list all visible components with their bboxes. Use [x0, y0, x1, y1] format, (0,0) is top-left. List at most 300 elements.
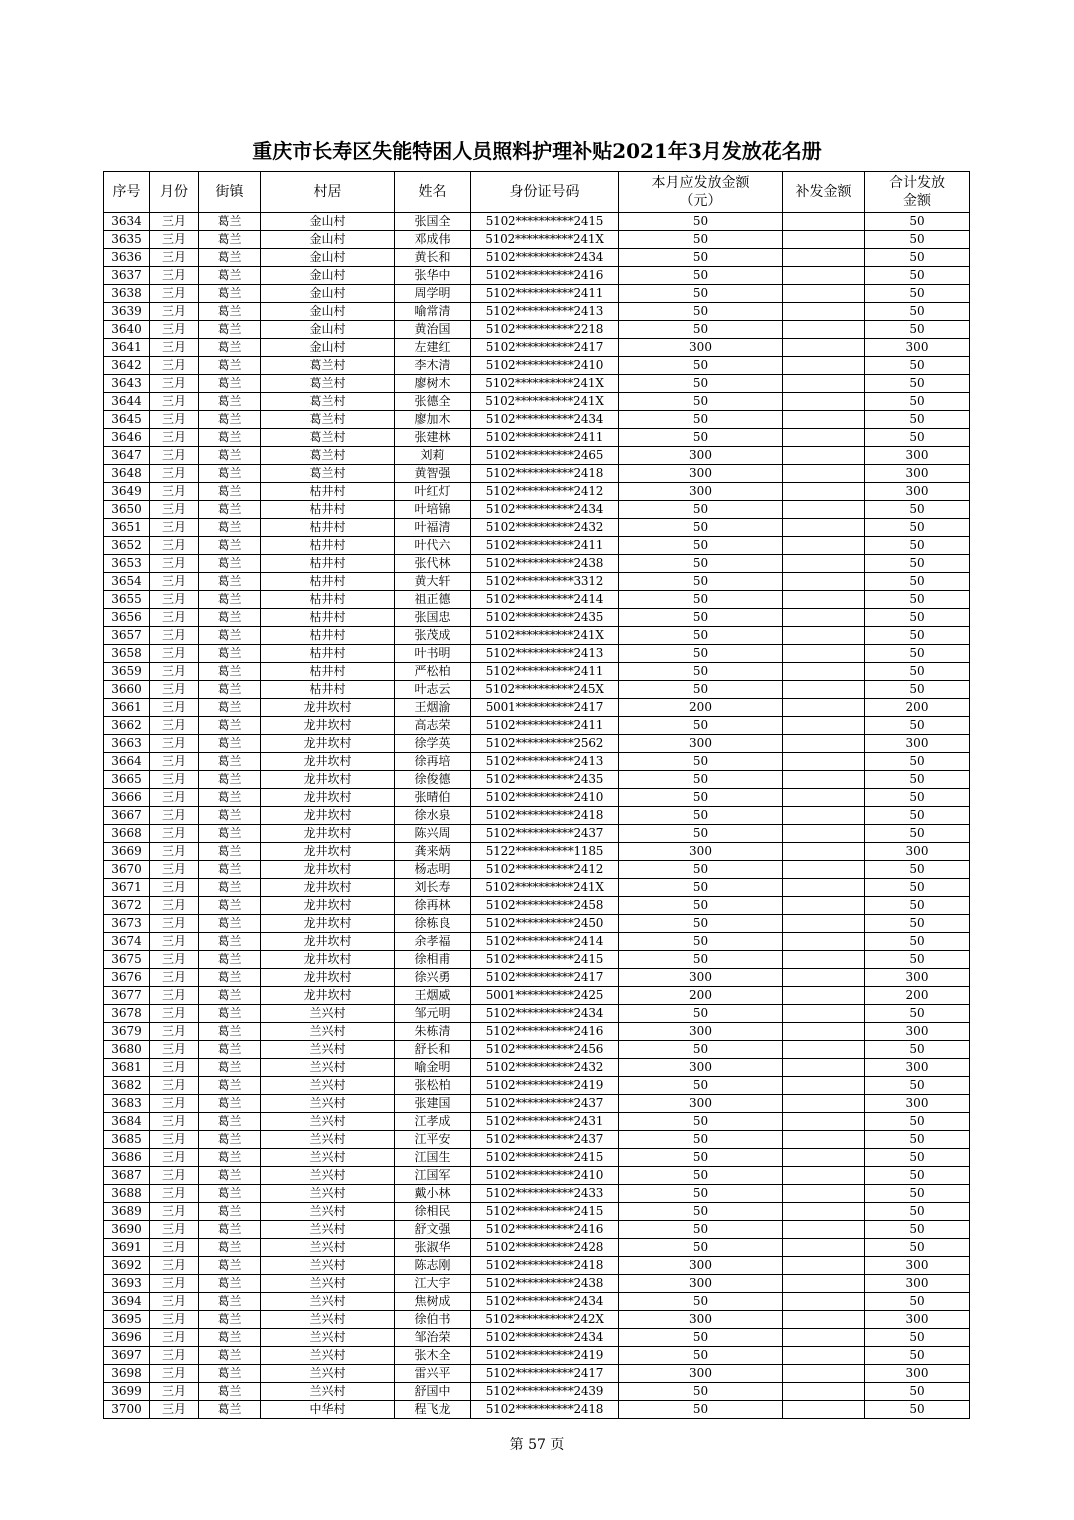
cell-supplement: [783, 1077, 865, 1095]
cell-total: 50: [865, 789, 970, 807]
cell-village: 龙井坎村: [261, 789, 395, 807]
cell-month: 三月: [150, 1059, 199, 1077]
cell-town: 葛兰: [199, 1203, 261, 1221]
cell-month: 三月: [150, 933, 199, 951]
cell-amount: 300: [619, 465, 783, 483]
table-row: [104, 1293, 970, 1311]
cell-supplement: [783, 393, 865, 411]
cell-id-number: 5102**********2450: [471, 915, 619, 933]
header-village: 村居: [261, 172, 395, 213]
cell-seq: 3649: [104, 483, 150, 501]
table-row: [104, 555, 970, 573]
table-row: [104, 303, 970, 321]
cell-month: 三月: [150, 357, 199, 375]
cell-amount: 50: [619, 1329, 783, 1347]
cell-name: 江国军: [395, 1167, 471, 1185]
cell-town: 葛兰: [199, 1329, 261, 1347]
cell-seq: 3690: [104, 1221, 150, 1239]
cell-seq: 3643: [104, 375, 150, 393]
cell-name: 江大宇: [395, 1275, 471, 1293]
table-row: [104, 681, 970, 699]
cell-name: 高志荣: [395, 717, 471, 735]
table-row: [104, 789, 970, 807]
cell-name: 廖树木: [395, 375, 471, 393]
cell-id-number: 5102**********2218: [471, 321, 619, 339]
cell-month: 三月: [150, 1113, 199, 1131]
cell-name: 李木清: [395, 357, 471, 375]
cell-supplement: [783, 645, 865, 663]
cell-supplement: [783, 375, 865, 393]
cell-village: 兰兴村: [261, 1329, 395, 1347]
cell-amount: 50: [619, 1221, 783, 1239]
table-row: [104, 393, 970, 411]
cell-name: 张建国: [395, 1095, 471, 1113]
cell-month: 三月: [150, 429, 199, 447]
table-row: [104, 1059, 970, 1077]
cell-supplement: [783, 915, 865, 933]
table-row: [104, 483, 970, 501]
cell-supplement: [783, 699, 865, 717]
cell-total: 50: [865, 609, 970, 627]
table-row: [104, 807, 970, 825]
cell-id-number: 5102**********2416: [471, 267, 619, 285]
table-row: [104, 1023, 970, 1041]
cell-village: 葛兰村: [261, 429, 395, 447]
cell-month: 三月: [150, 969, 199, 987]
cell-seq: 3657: [104, 627, 150, 645]
cell-supplement: [783, 987, 865, 1005]
cell-village: 兰兴村: [261, 1203, 395, 1221]
cell-seq: 3687: [104, 1167, 150, 1185]
cell-amount: 50: [619, 213, 783, 231]
cell-name: 邓成伟: [395, 231, 471, 249]
cell-seq: 3640: [104, 321, 150, 339]
cell-supplement: [783, 357, 865, 375]
cell-id-number: 5102**********2418: [471, 1257, 619, 1275]
cell-village: 枯井村: [261, 609, 395, 627]
cell-month: 三月: [150, 483, 199, 501]
cell-supplement: [783, 267, 865, 285]
cell-town: 葛兰: [199, 1275, 261, 1293]
cell-id-number: 5102**********2415: [471, 213, 619, 231]
cell-village: 金山村: [261, 303, 395, 321]
cell-supplement: [783, 1149, 865, 1167]
cell-amount: 50: [619, 267, 783, 285]
cell-amount: 50: [619, 519, 783, 537]
cell-seq: 3677: [104, 987, 150, 1005]
cell-id-number: 5102**********2417: [471, 339, 619, 357]
cell-town: 葛兰: [199, 1383, 261, 1401]
cell-seq: 3698: [104, 1365, 150, 1383]
cell-total: 300: [865, 1257, 970, 1275]
table-row: [104, 717, 970, 735]
cell-amount: 50: [619, 1203, 783, 1221]
table-row: [104, 1275, 970, 1293]
cell-amount: 300: [619, 1059, 783, 1077]
cell-month: 三月: [150, 861, 199, 879]
cell-total: 50: [865, 951, 970, 969]
cell-seq: 3667: [104, 807, 150, 825]
table-row: [104, 1383, 970, 1401]
table-row: [104, 465, 970, 483]
cell-id-number: 5102**********2435: [471, 609, 619, 627]
cell-name: 余孝福: [395, 933, 471, 951]
cell-seq: 3642: [104, 357, 150, 375]
cell-amount: 300: [619, 1365, 783, 1383]
cell-name: 舒国中: [395, 1383, 471, 1401]
cell-total: 50: [865, 231, 970, 249]
cell-town: 葛兰: [199, 303, 261, 321]
cell-total: 50: [865, 1239, 970, 1257]
cell-supplement: [783, 447, 865, 465]
cell-supplement: [783, 627, 865, 645]
cell-name: 张茂成: [395, 627, 471, 645]
cell-supplement: [783, 411, 865, 429]
cell-total: 50: [865, 1005, 970, 1023]
cell-seq: 3661: [104, 699, 150, 717]
cell-supplement: [783, 1257, 865, 1275]
cell-name: 江孝成: [395, 1113, 471, 1131]
cell-month: 三月: [150, 303, 199, 321]
cell-supplement: [783, 609, 865, 627]
cell-id-number: 5102**********2415: [471, 1203, 619, 1221]
cell-town: 葛兰: [199, 969, 261, 987]
cell-supplement: [783, 231, 865, 249]
cell-amount: 50: [619, 375, 783, 393]
cell-town: 葛兰: [199, 213, 261, 231]
cell-name: 徐水泉: [395, 807, 471, 825]
cell-seq: 3666: [104, 789, 150, 807]
cell-supplement: [783, 1059, 865, 1077]
cell-id-number: 5102**********2410: [471, 789, 619, 807]
cell-seq: 3646: [104, 429, 150, 447]
cell-total: 50: [865, 807, 970, 825]
cell-seq: 3655: [104, 591, 150, 609]
cell-seq: 3676: [104, 969, 150, 987]
cell-seq: 3664: [104, 753, 150, 771]
cell-supplement: [783, 1221, 865, 1239]
cell-id-number: 5102**********2416: [471, 1023, 619, 1041]
cell-month: 三月: [150, 879, 199, 897]
cell-name: 徐相甫: [395, 951, 471, 969]
cell-month: 三月: [150, 1041, 199, 1059]
cell-month: 三月: [150, 555, 199, 573]
cell-name: 廖加木: [395, 411, 471, 429]
cell-amount: 50: [619, 933, 783, 951]
cell-town: 葛兰: [199, 1185, 261, 1203]
cell-total: 50: [865, 1077, 970, 1095]
table-row: [104, 1113, 970, 1131]
cell-amount: 50: [619, 537, 783, 555]
cell-id-number: 5102**********2433: [471, 1185, 619, 1203]
cell-name: 叶代六: [395, 537, 471, 555]
cell-amount: 50: [619, 717, 783, 735]
subsidy-register-table: [103, 171, 970, 1419]
table-row: [104, 753, 970, 771]
cell-town: 葛兰: [199, 1077, 261, 1095]
cell-name: 叶培锦: [395, 501, 471, 519]
cell-amount: 50: [619, 393, 783, 411]
cell-amount: 50: [619, 681, 783, 699]
cell-id-number: 5102**********241X: [471, 879, 619, 897]
cell-village: 兰兴村: [261, 1347, 395, 1365]
cell-total: 50: [865, 537, 970, 555]
cell-town: 葛兰: [199, 933, 261, 951]
cell-month: 三月: [150, 393, 199, 411]
cell-village: 龙井坎村: [261, 753, 395, 771]
cell-amount: 50: [619, 609, 783, 627]
cell-amount: 300: [619, 1311, 783, 1329]
cell-id-number: 5102**********2437: [471, 1131, 619, 1149]
cell-town: 葛兰: [199, 789, 261, 807]
cell-name: 张国忠: [395, 609, 471, 627]
cell-supplement: [783, 1023, 865, 1041]
cell-total: 50: [865, 1149, 970, 1167]
cell-total: 50: [865, 1203, 970, 1221]
table-header: [104, 172, 970, 213]
cell-name: 黄长和: [395, 249, 471, 267]
cell-id-number: 5102**********2434: [471, 411, 619, 429]
cell-village: 兰兴村: [261, 1311, 395, 1329]
cell-amount: 50: [619, 1113, 783, 1131]
table-row: [104, 285, 970, 303]
cell-month: 三月: [150, 573, 199, 591]
cell-amount: 300: [619, 1257, 783, 1275]
cell-id-number: 5102**********2434: [471, 1293, 619, 1311]
cell-seq: 3671: [104, 879, 150, 897]
cell-total: 50: [865, 717, 970, 735]
cell-id-number: 5102**********2428: [471, 1239, 619, 1257]
table-row: [104, 447, 970, 465]
cell-town: 葛兰: [199, 357, 261, 375]
cell-total: 50: [865, 861, 970, 879]
cell-supplement: [783, 573, 865, 591]
cell-town: 葛兰: [199, 573, 261, 591]
cell-seq: 3689: [104, 1203, 150, 1221]
cell-town: 葛兰: [199, 231, 261, 249]
cell-id-number: 5102**********2439: [471, 1383, 619, 1401]
cell-id-number: 5102**********2431: [471, 1113, 619, 1131]
cell-total: 300: [865, 483, 970, 501]
cell-village: 兰兴村: [261, 1113, 395, 1131]
cell-id-number: 5102**********2419: [471, 1077, 619, 1095]
cell-village: 葛兰村: [261, 465, 395, 483]
cell-amount: 50: [619, 573, 783, 591]
cell-seq: 3686: [104, 1149, 150, 1167]
cell-supplement: [783, 1239, 865, 1257]
cell-seq: 3644: [104, 393, 150, 411]
cell-name: 徐学英: [395, 735, 471, 753]
cell-village: 中华村: [261, 1401, 395, 1419]
cell-amount: 300: [619, 339, 783, 357]
cell-name: 左建红: [395, 339, 471, 357]
cell-supplement: [783, 1293, 865, 1311]
cell-month: 三月: [150, 1185, 199, 1203]
cell-month: 三月: [150, 1293, 199, 1311]
cell-amount: 50: [619, 429, 783, 447]
cell-id-number: 5102**********2437: [471, 825, 619, 843]
cell-town: 葛兰: [199, 411, 261, 429]
cell-village: 葛兰村: [261, 393, 395, 411]
cell-supplement: [783, 555, 865, 573]
cell-town: 葛兰: [199, 1113, 261, 1131]
cell-supplement: [783, 1185, 865, 1203]
cell-town: 葛兰: [199, 897, 261, 915]
cell-month: 三月: [150, 735, 199, 753]
cell-amount: 50: [619, 249, 783, 267]
cell-total: 300: [865, 1311, 970, 1329]
cell-town: 葛兰: [199, 447, 261, 465]
cell-month: 三月: [150, 1383, 199, 1401]
cell-total: 50: [865, 681, 970, 699]
cell-id-number: 5102**********2458: [471, 897, 619, 915]
cell-name: 陈志刚: [395, 1257, 471, 1275]
cell-month: 三月: [150, 753, 199, 771]
cell-supplement: [783, 969, 865, 987]
cell-id-number: 5102**********2417: [471, 1365, 619, 1383]
cell-month: 三月: [150, 807, 199, 825]
table-row: [104, 375, 970, 393]
cell-name: 朱栋清: [395, 1023, 471, 1041]
cell-id-number: 5102**********2412: [471, 861, 619, 879]
cell-name: 张华中: [395, 267, 471, 285]
cell-amount: 50: [619, 591, 783, 609]
cell-village: 兰兴村: [261, 1149, 395, 1167]
table-row: [104, 1257, 970, 1275]
cell-supplement: [783, 339, 865, 357]
header-id-number: 身份证号码: [471, 172, 619, 213]
cell-amount: 50: [619, 825, 783, 843]
table-row: [104, 1005, 970, 1023]
cell-town: 葛兰: [199, 915, 261, 933]
cell-month: 三月: [150, 699, 199, 717]
cell-seq: 3635: [104, 231, 150, 249]
cell-amount: 50: [619, 1041, 783, 1059]
cell-id-number: 5102**********2410: [471, 1167, 619, 1185]
cell-id-number: 5102**********2437: [471, 1095, 619, 1113]
cell-name: 黄治国: [395, 321, 471, 339]
cell-town: 葛兰: [199, 1293, 261, 1311]
cell-village: 兰兴村: [261, 1059, 395, 1077]
cell-supplement: [783, 465, 865, 483]
cell-total: 50: [865, 915, 970, 933]
cell-name: 江国生: [395, 1149, 471, 1167]
cell-total: 200: [865, 987, 970, 1005]
cell-amount: 50: [619, 1167, 783, 1185]
cell-amount: 50: [619, 231, 783, 249]
cell-id-number: 5102**********2415: [471, 951, 619, 969]
cell-village: 金山村: [261, 285, 395, 303]
cell-total: 50: [865, 393, 970, 411]
cell-month: 三月: [150, 1167, 199, 1185]
cell-supplement: [783, 1365, 865, 1383]
cell-village: 兰兴村: [261, 1005, 395, 1023]
cell-village: 龙井坎村: [261, 717, 395, 735]
table-row: [104, 897, 970, 915]
cell-seq: 3636: [104, 249, 150, 267]
cell-month: 三月: [150, 249, 199, 267]
cell-name: 张木全: [395, 1347, 471, 1365]
cell-supplement: [783, 303, 865, 321]
cell-total: 50: [865, 591, 970, 609]
cell-village: 兰兴村: [261, 1185, 395, 1203]
cell-id-number: 5102**********3312: [471, 573, 619, 591]
cell-village: 金山村: [261, 267, 395, 285]
cell-seq: 3699: [104, 1383, 150, 1401]
cell-seq: 3681: [104, 1059, 150, 1077]
cell-amount: 50: [619, 501, 783, 519]
cell-town: 葛兰: [199, 1059, 261, 1077]
cell-village: 金山村: [261, 249, 395, 267]
cell-total: 300: [865, 339, 970, 357]
cell-seq: 3697: [104, 1347, 150, 1365]
cell-supplement: [783, 1131, 865, 1149]
cell-seq: 3700: [104, 1401, 150, 1419]
cell-total: 50: [865, 375, 970, 393]
cell-seq: 3669: [104, 843, 150, 861]
cell-town: 葛兰: [199, 1131, 261, 1149]
cell-town: 葛兰: [199, 717, 261, 735]
table-row: [104, 537, 970, 555]
table-row: [104, 1041, 970, 1059]
cell-id-number: 5102**********241X: [471, 627, 619, 645]
table-row: [104, 987, 970, 1005]
cell-town: 葛兰: [199, 861, 261, 879]
table-row: [104, 645, 970, 663]
cell-month: 三月: [150, 717, 199, 735]
cell-supplement: [783, 771, 865, 789]
cell-name: 徐俊德: [395, 771, 471, 789]
cell-month: 三月: [150, 1347, 199, 1365]
cell-seq: 3679: [104, 1023, 150, 1041]
cell-id-number: 5102**********2410: [471, 357, 619, 375]
cell-village: 龙井坎村: [261, 933, 395, 951]
cell-seq: 3660: [104, 681, 150, 699]
cell-month: 三月: [150, 1203, 199, 1221]
cell-village: 葛兰村: [261, 375, 395, 393]
cell-month: 三月: [150, 825, 199, 843]
table-row: [104, 609, 970, 627]
cell-seq: 3672: [104, 897, 150, 915]
cell-village: 枯井村: [261, 537, 395, 555]
cell-total: 50: [865, 555, 970, 573]
table-row: [104, 1347, 970, 1365]
cell-name: 刘长寿: [395, 879, 471, 897]
cell-amount: 50: [619, 321, 783, 339]
cell-seq: 3688: [104, 1185, 150, 1203]
cell-village: 兰兴村: [261, 1167, 395, 1185]
cell-total: 50: [865, 1329, 970, 1347]
cell-supplement: [783, 1275, 865, 1293]
table-row: [104, 1167, 970, 1185]
cell-total: 50: [865, 1401, 970, 1419]
cell-month: 三月: [150, 1275, 199, 1293]
cell-supplement: [783, 1401, 865, 1419]
cell-supplement: [783, 1167, 865, 1185]
cell-amount: 300: [619, 1275, 783, 1293]
cell-supplement: [783, 897, 865, 915]
cell-seq: 3651: [104, 519, 150, 537]
cell-id-number: 5102**********241X: [471, 393, 619, 411]
cell-amount: 300: [619, 447, 783, 465]
cell-id-number: 5102**********2465: [471, 447, 619, 465]
cell-name: 叶志云: [395, 681, 471, 699]
cell-total: 200: [865, 699, 970, 717]
cell-seq: 3678: [104, 1005, 150, 1023]
cell-total: 50: [865, 321, 970, 339]
cell-total: 50: [865, 1131, 970, 1149]
cell-village: 枯井村: [261, 681, 395, 699]
